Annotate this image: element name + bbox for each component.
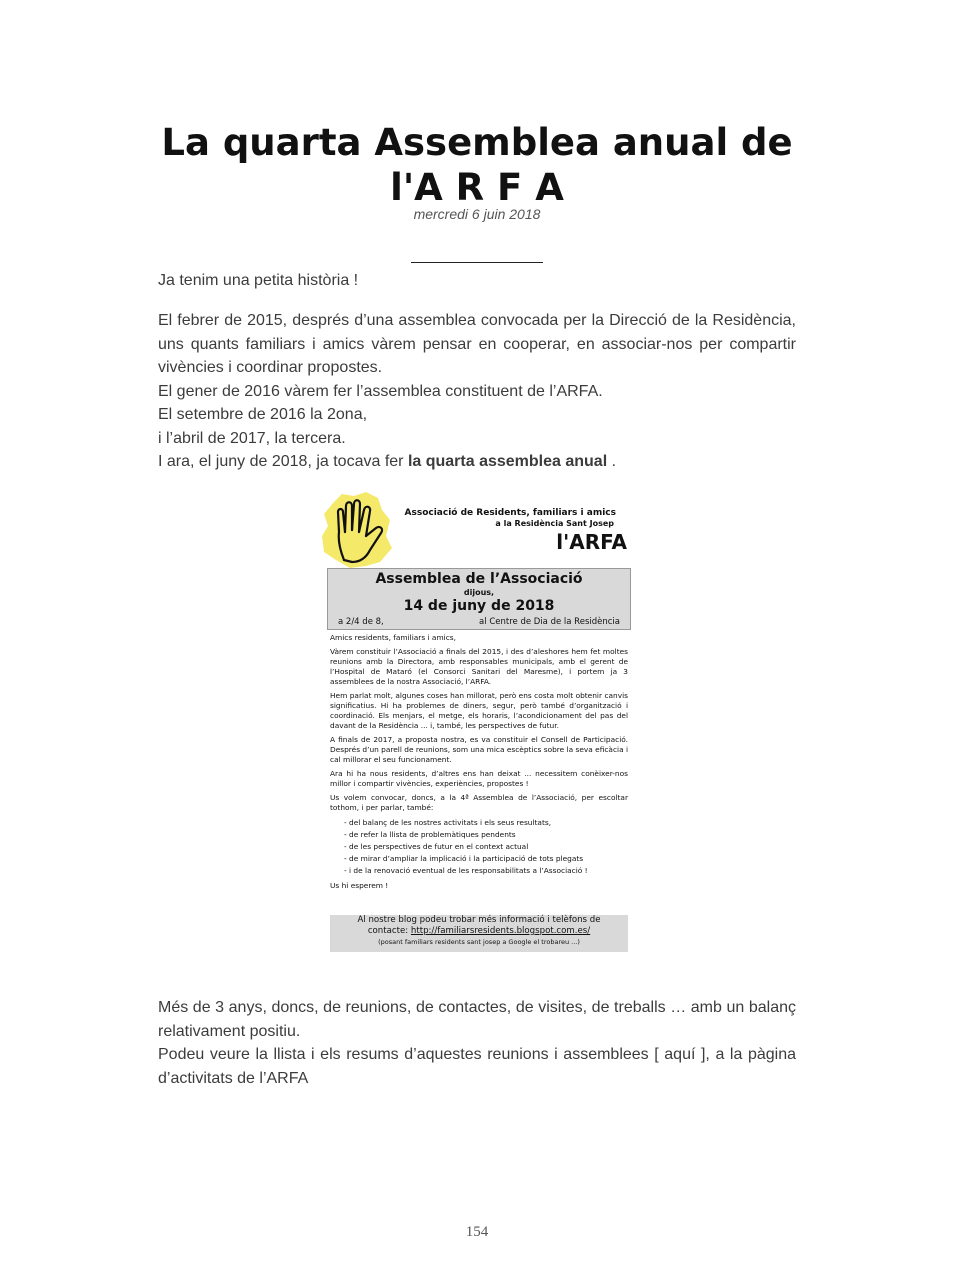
poster-contact-label: contacte: [367,926,409,936]
poster-greeting: Amics residents, familiars i amics, [330,633,456,642]
poster-body [330,633,628,895]
post-date: mercredi 6 juin 2018 [413,206,541,222]
list-item: - del balanç de les nostres activitats i els seus resultats, [344,817,628,829]
list-item: - i de la renovació eventual de les responsabilitats a l’Associació ! [344,865,628,877]
page-number: 154 [465,1224,489,1240]
list-item: - de refer la llista de problemàtiques pendents [344,829,628,841]
list-item: - de les perspectives de futur en el context actual [344,841,628,853]
poster-blog-box [330,915,628,952]
hand-logo-icon [320,490,400,570]
poster-association-name: Associació de Residents, familiars i amics [404,508,616,518]
paragraph-2: El gener de 2016 vàrem fer l’assemblea constituent de l’ARFA. [158,382,603,400]
p5-text: I ara, el juny de 2018, ja tocava fer [158,453,404,470]
poster-paragraph-3: A finals de 2017, a proposta nostra, es va constituir el Consell de Participació. Després d’un parell de reunions, som una mica escèptics sobre la seva eficàcia i cal millorar el seu funcionament. [330,735,628,764]
poster-agenda-list [330,817,628,877]
poster-paragraph-1: Vàrem constituir l’Associació a finals del 2015, i des d’aleshores hem fet moltes reunions amb la Directora, amb responsables municipals, amb el gerent de l’Hospital de Mataró (el Consorci Sanitari del Maresme), i portem ja 3 assemblees de la nostra Associació, l’ARFA. [330,647,628,686]
title-line-2: l'A R F A [390,166,564,209]
history-section [158,309,796,474]
poster-logo-text: l'ARFA [556,530,627,554]
poster-event-date: 14 de juny de 2018 [403,598,555,614]
poster-event-box [327,568,631,630]
paragraph-4: i l’abril de 2017, la tercera. [158,429,346,447]
p5-end: . [611,453,617,470]
poster-paragraph-2: Hem parlat molt, algunes coses han millorat, però ens costa molt obtenir canvis significatius. Hi ha problemes de diners, segur, però també d’organització i coordinació. Els menjars, el metge, els horaris, l’acondicionament del pas del davant de la Residència ... i, també, les perspectives de futur. [330,691,628,730]
poster-paragraph-5: Us volem convocar, doncs, a la 4ª Assemblea de l’Associació, per escoltar tothom, i per parlar, també: [330,793,628,812]
p5-bold: la quarta assemblea anual [407,453,608,470]
assembly-poster-image [320,490,632,954]
poster-event-title: Assemblea de l’Associació [375,571,583,587]
poster-blog-line-2 [330,926,628,937]
poster-residence-name: a la Residència Sant Josep [495,519,614,528]
outro-section [158,996,796,1090]
paragraph-1: El febrer de 2015, després d’una assemblea convocada per la Direcció de la Residència, uns quants familiars i amics vàrem pensar en cooperar, en associar-nos per compartir vivències i coordinar propostes. [158,312,796,376]
poster-closing: Us hi esperem ! [330,881,389,890]
poster-event-time: a 2/4 de 8, [338,617,384,627]
poster-event-place: al Centre de Dia de la Residència [479,617,620,627]
poster-paragraph-4: Ara hi ha nous residents, d’altres ens han deixat ... necessitem conèixer-nos millor i compartir vivències, experiències, propostes ! [330,769,628,788]
outro-paragraph-2: Podeu veure la llista i els resums d’aquestes reunions i assemblees [ aquí ], a la pàgina d’activitats de l’ARFA [158,1046,796,1087]
poster-blog-line-1: Al nostre blog podeu trobar més informació i telèfons de [357,915,601,925]
poster-blog-link: http://familiarsresidents.blogspot.com.es/ [410,926,591,936]
outro-paragraph-1: Més de 3 anys, doncs, de reunions, de contactes, de visites, de treballs … amb un balanç relativament positiu. [158,999,796,1040]
poster-event-day: dijous, [463,588,495,597]
poster-blog-line-3: (posant familiars residents sant josep a Google el trobareu ...) [378,938,580,946]
divider [411,262,543,263]
title-line-1: La quarta Assemblea anual de [161,121,793,164]
page-title [120,120,834,210]
paragraph-5 [158,450,796,474]
paragraph-3: El setembre de 2016 la 2ona, [158,406,368,423]
list-item: - de mirar d’ampliar la implicació i la participació de tots plegats [344,853,628,865]
intro-text: Ja tenim una petita història ! [158,272,359,289]
